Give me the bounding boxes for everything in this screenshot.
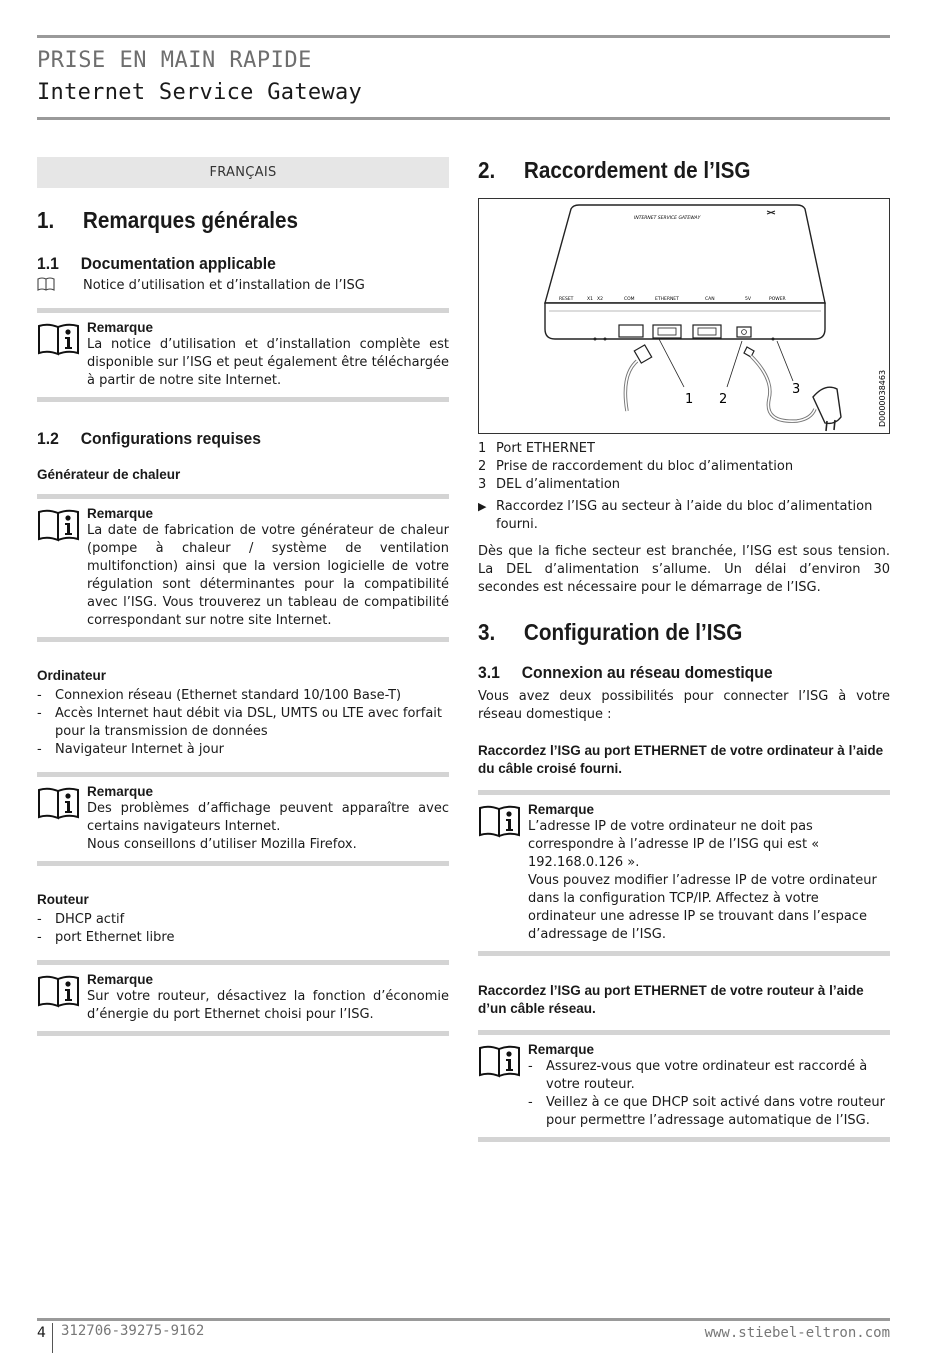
top-rule (37, 35, 890, 38)
action-step (478, 498, 890, 534)
option-1-instruction: Raccordez l’ISG au port ETHERNET de votre ordinateur à l’aide du câble croisé fourni. (478, 743, 884, 776)
applicable-doc (37, 277, 449, 296)
note-text: Sur votre routeur, désactivez la fonction d’économie d’énergie du port Ethernet choisi pour l’ISG. (87, 989, 449, 1022)
section-title: Documentation applicable (80, 255, 276, 273)
note-text: Vous pouvez modifier l’adresse IP de votre ordinateur dans la configuration TCP/IP. Affectez à votre ordinateur une adresse IP se trouvant dans l’espace d’adressage de l’ISG. (528, 873, 877, 942)
left-column (37, 157, 449, 1036)
doc-ref-text: Notice d’utilisation et d’installation de l’ISG (83, 278, 365, 293)
isg-device-illustration (479, 199, 889, 433)
arrow-bullet-icon: ▶ (478, 500, 487, 513)
footer-rule (37, 1318, 890, 1321)
section-number: 1. (37, 207, 55, 233)
section-3-heading (478, 619, 849, 646)
isg-connection-figure (478, 198, 890, 434)
port-label: X1 (587, 297, 593, 302)
section-title: Configuration de l’ISG (523, 619, 743, 645)
section-title: Connexion au réseau domestique (521, 664, 773, 682)
port-label: CAN (705, 297, 715, 302)
info-book-icon (37, 783, 87, 854)
heat-generator-heading: Générateur de chaleur (37, 467, 181, 482)
device-label: INTERNET SERVICE GATEWAY (634, 216, 701, 221)
note-text: La notice d’utilisation et d’installation complète est disponible sur l’ISG et peut également être téléchargée à partir de notre site Internet. (87, 337, 449, 388)
info-book-icon (478, 801, 528, 944)
port-label: 5V (745, 297, 751, 302)
section-1-heading (37, 207, 408, 234)
note-label: Remarque (87, 972, 154, 987)
port-label: COM (624, 297, 635, 302)
legend-item: 2 Prise de raccordement du bloc d’alimentation (478, 459, 794, 474)
section-3-1-heading (478, 664, 869, 683)
option-2-instruction: Raccordez l’ISG au port ETHERNET de votre routeur à l’aide d’un câble réseau. (478, 983, 864, 1016)
note-label: Remarque (528, 1042, 595, 1057)
info-book-icon (37, 505, 87, 630)
computer-requirements (37, 687, 449, 759)
note-box (478, 790, 890, 956)
list-item: - Assurez-vous que votre ordinateur est raccordé à votre routeur. (528, 1059, 868, 1092)
doc-subtitle: Internet Service Gateway (37, 80, 363, 105)
router-requirements (37, 911, 449, 947)
list-item: - Veillez à ce que DHCP soit activé dans votre routeur pour permettre l’adressage automatique de l’ISG. (528, 1095, 885, 1128)
note-box (478, 1030, 890, 1142)
note-label: Remarque (528, 802, 595, 817)
intro-paragraph: Vous avez deux possibilités pour connecter l’ISG à votre réseau domestique : (478, 689, 890, 722)
note-label: Remarque (87, 320, 154, 335)
note-box (37, 772, 449, 866)
port-label: RESET (559, 297, 574, 302)
port-label: POWER (769, 297, 786, 302)
list-item: - port Ethernet libre (37, 930, 175, 945)
header-rule (37, 117, 890, 120)
note-list (528, 1058, 890, 1130)
callout-2: 2 (719, 392, 728, 407)
language-bar: FRANÇAIS (37, 157, 449, 188)
section-title: Remarques générales (82, 207, 299, 233)
note-text: La date de fabrication de votre générateur de chaleur (pompe à chaleur / système de ventilation multifonction) ainsi que la version logicielle de votre régulation sont déterminantes pour la compatibilité avec l’ISG. Vous trouverez un tableau de compatibilité correspondant sur notre site Internet. (87, 523, 449, 628)
figure-legend (478, 440, 890, 494)
footer-separator (52, 1323, 53, 1353)
section-number: 1.1 (37, 255, 59, 273)
section-title: Raccordement de l’ISG (523, 157, 751, 183)
callout-3: 3 (792, 382, 801, 397)
section-number: 3.1 (478, 664, 500, 682)
port-label: ETHERNET (655, 297, 679, 302)
callout-1: 1 (685, 392, 694, 407)
note-box (37, 308, 449, 402)
action-text: Raccordez l’ISG au secteur à l’aide du bloc d’alimentation fourni. (496, 499, 873, 532)
note-label: Remarque (87, 506, 154, 521)
section-number: 2. (478, 157, 496, 183)
right-column (478, 157, 890, 1142)
computer-heading: Ordinateur (37, 668, 107, 683)
section-2-heading (478, 157, 849, 184)
router-heading: Routeur (37, 892, 89, 907)
list-item: - Accès Internet haut débit via DSL, UMTS ou LTE avec forfait pour la transmission de données (37, 706, 442, 739)
section-number: 3. (478, 619, 496, 645)
page-number: 4 (37, 1325, 46, 1341)
legend-item: 3 DEL d’alimentation (478, 477, 621, 492)
section-1-1-heading (37, 255, 428, 274)
note-box (37, 960, 449, 1036)
info-book-icon (37, 971, 87, 1024)
section-number: 1.2 (37, 430, 59, 448)
port-label: X2 (597, 297, 603, 302)
list-item: - DHCP actif (37, 912, 125, 927)
info-book-icon (478, 1041, 528, 1130)
list-item: - Connexion réseau (Ethernet standard 10/100 Base-T) (37, 688, 402, 703)
section-1-2-heading (37, 430, 428, 449)
book-icon (37, 277, 83, 296)
legend-item: 1 Port ETHERNET (478, 441, 595, 456)
section-title: Configurations requises (80, 430, 261, 448)
note-label: Remarque (87, 784, 154, 799)
info-book-icon (37, 319, 87, 390)
list-item: - Navigateur Internet à jour (37, 742, 225, 757)
document-code: 312706-39275-9162 (61, 1323, 205, 1339)
note-text: Des problèmes d’affichage peuvent apparaître avec certains navigateurs Internet. (87, 801, 449, 834)
note-box (37, 494, 449, 642)
figure-code: D0000038463 (878, 369, 887, 427)
website: www.stiebel-eltron.com (704, 1325, 890, 1341)
note-text: Nous conseillons d’utiliser Mozilla Firefox. (87, 837, 357, 852)
doc-title: PRISE EN MAIN RAPIDE (37, 48, 312, 73)
note-text: L’adresse IP de votre ordinateur ne doit pas correspondre à l’adresse IP de l’ISG qui est « 192.168.0.126 ». (528, 819, 820, 870)
power-paragraph: Dès que la fiche secteur est branchée, l’ISG est sous tension. La DEL d’alimentation s’allume. Un délai d’environ 30 secondes est nécessaire pour le démarrage de l’ISG. (478, 544, 890, 595)
